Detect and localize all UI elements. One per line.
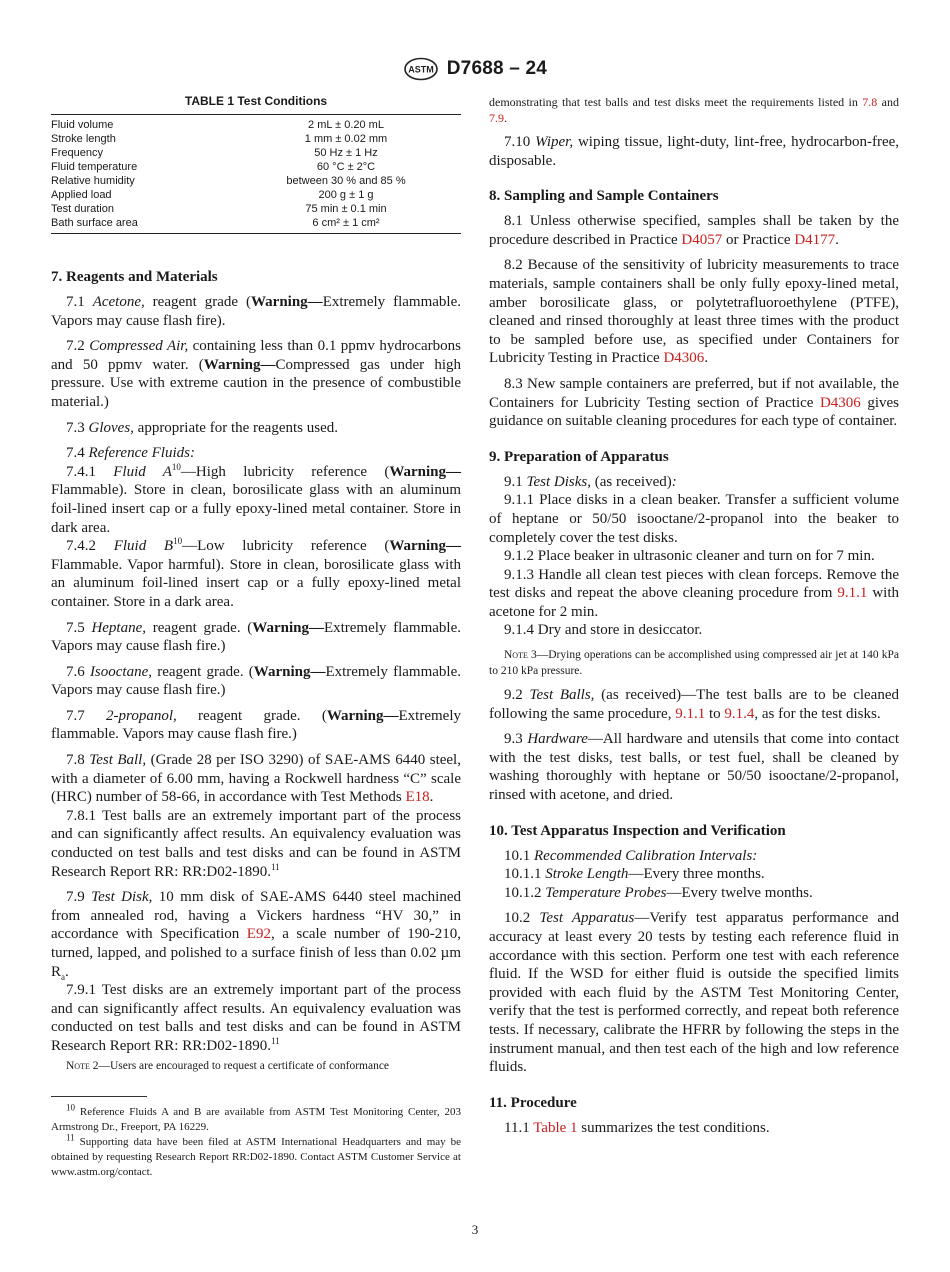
ref-link-d4057[interactable]: D4057 [681,231,723,248]
para-9-3: 9.3 Hardware—All hardware and utensils that come into contact with the test disks, test balls, or test fuel, shall be cleaned by washing thoroughly with heptane or 50/50 isooctane/2-propanol, rinsed with acetone, and dried. [489,731,899,804]
test-conditions-table [51,114,461,234]
para-7-9-1: 7.9.1 Test disks are an extremely important part of the process and can significantly affect results. An equivalency evaluation was conducted on test balls and test disks and can be found in ASTM Research Report RR: RR:D02-1890.11 [51,982,461,1054]
table-row: Test duration 75 min ± 0.1 min [51,203,387,215]
table-row: Relative humidity between 30 % and 85 % [51,175,406,187]
para-7-8: 7.8 Test Ball, (Grade 28 per ISO 3290) of SAE-AMS 6440 steel, with a diameter of 6.00 mm, having a Rockwell hardness “C” scale (HRC) number of 58-66, in accordance with Test Methods E18. [51,752,461,806]
table-1-title: TABLE 1 Test Conditions [184,94,328,108]
para-7-9: 7.9 Test Disk, 10 mm disk of SAE-AMS 6440 steel machined from annealed rod, having a Vickers hardness “HV 30,” in accordance with Specification E92, a scale number of 190-210, turned, lapped, and polished to a surface finish of less than 0.02 µm $R_a$. [51,889,461,982]
astm-logo-icon [403,57,439,81]
ref-link-d4177[interactable]: D4177 [794,231,836,248]
section-10-heading: 10. Test Apparatus Inspection and Verification [489,822,786,839]
para-7-10: 7.10 Wiper, wiping tissue, light-duty, lint-free, hydrocarbon-free, disposable. [489,134,900,169]
left-column [51,94,461,1180]
ref-link-7-8[interactable]: 7.8 [862,95,878,109]
para-7-4: 7.4 Reference Fluids: [66,445,195,462]
para-9-1-1: 9.1.1 Place disks in a clean beaker. Transfer a sufficient volume of heptane or 50/50 isooctane/2-propanol into the beaker to completely cover the test disks. [489,492,899,546]
para-10-1-2: 10.1.2 Temperature Probes—Every twelve months. [504,884,813,901]
ref-link-e18[interactable]: E18 [405,789,430,806]
para-7-4-1: 7.4.1 Fluid $A^{10}—High$ lubricity reference (Warning—Flammable). Store in clean, borosilicate glass with an aluminum foil-lined insert cap or a fully epoxy-lined metal container. Store in dark area. [51,461,461,536]
ref-link-e92[interactable]: E92 [246,926,271,943]
table-row: Bath surface area 6 cm² ± 1 cm² [51,216,461,234]
document-designation: D7688 – 24 [446,58,547,79]
section-8-heading: 8. Sampling and Sample Containers [489,188,719,205]
para-7-8-1: 7.8.1 Test balls are an extremely important part of the process and can significantly affect results. An equivalency evaluation was conducted on test balls and test disks and can be found in ASTM Research Report RR: RR:D02-1890.11 [51,807,461,880]
section-9-heading: 9. Preparation of Apparatus [489,448,669,465]
para-10-2: 10.2 Test Apparatus—Verify test apparatus performance and accuracy at least every 20 tests by testing each reference fluid in accordance with this section. Perform one test with each reference fluid. If the WSD for either fluid is outside the specified limits provided with each fluid by the ASTM Test Monitoring Center, verify that the test is performed correctly, and repeat both reference tests. If necessary, calibrate the HFRR by following the steps in the instrument manual, and then test each of the high and low reference fluids. [489,910,899,1076]
ref-link-9-1-1[interactable]: 9.1.1 [837,585,868,602]
para-8-2: 8.2 Because of the sensitivity of lubricity measurements to trace materials, sample containers shall be only fully epoxy-lined metal, amber borosilicate glass, or polytetrafluoroethylene (PTFE), cleaned and rinsed thoroughly at least three times with the product to be sampled before use, as specified under Containers for Lubricity Testing in Practice D4306. [489,257,899,367]
right-column [489,94,899,1137]
para-9-1-2: 9.1.2 Place beaker in ultrasonic cleaner and turn on for 7 min. [504,548,875,565]
para-9-2: 9.2 Test Balls, (as received)—The test balls are to be cleaned following the same procedure, 9.1.1 to 9.1.4, as for the test disks. [489,687,899,722]
para-10-1: 10.1 Recommended Calibration Intervals: [504,847,758,864]
footnote-divider [51,1096,147,1097]
footnote-11: $^{11}$ Supporting data have been filed at ASTM International Headquarters and may be obtained by requesting Research Report RR:D02-1890. Contact ASTM Customer Service at www.astm.org/contact. [51,1131,461,1178]
ref-link-table-1[interactable]: Table 1 [533,1119,578,1136]
ref-link-7-9[interactable]: 7.9 [489,111,504,125]
para-9-1-4: 9.1.4 Dry and store in desiccator. [504,622,703,639]
section-7-heading: 7. Reagents and Materials [51,269,218,285]
table-row: Fluid temperature 60 °C ± 2°C [51,161,376,173]
ref-link-d4306-2[interactable]: D4306 [819,394,861,411]
para-7-1: 7.1 Acetone, reagent grade (Warning—Extremely flammable. Vapors may cause flash fire). [51,294,461,329]
ref-link-9-1-4[interactable]: 9.1.4 [724,705,755,722]
table-row: Stroke length 1 mm ± 0.02 mm [51,133,388,145]
para-8-3: 8.3 New sample containers are preferred, but if not available, the Containers for Lubricity Testing section of Practice D4306 gives guidance on suitable cleaning procedures for each type of container. [489,375,899,430]
para-7-5: 7.5 Heptane, reagent grade. (Warning—Extremely flammable. Vapors may cause flash fire.) [51,619,461,655]
page-header [0,57,950,81]
table-row: Frequency 50 Hz ± 1 Hz [51,147,378,159]
note-3: Note 3—Drying operations can be accomplished using compressed air jet at 140 kPa to 210 kPa pressure. [489,649,899,678]
ref-link-d4306[interactable]: D4306 [663,350,705,367]
para-7-3: 7.3 Gloves, appropriate for the reagents used. [66,419,338,436]
ref-link-9-1-1-b[interactable]: 9.1.1 [675,705,706,722]
page-number: 3 [471,1222,479,1237]
table-row: Applied load 200 g ± 1 g [51,189,374,201]
note-2: Note 2—Users are encouraged to request a certificate of conformance [66,1059,390,1072]
para-9-1-3: 9.1.3 Handle all clean test pieces with clean forceps. Remove the test disks and repeat the above cleaning procedure from 9.1.1 with acetone for 2 min. [489,566,899,620]
svg-text:ASTM: ASTM [408,64,434,75]
table-row: Fluid volume 2 mL ± 0.20 mL [51,115,461,133]
para-7-2: 7.2 Compressed Air, containing less than 0.1 ppmv hydrocarbons and 50 ppmv water. (Warning—Compressed gas under high pressure. Use with extreme caution in the presence of combustible material.) [51,338,462,410]
section-11-heading: 11. Procedure [489,1094,577,1111]
para-11-1: 11.1 Table 1 summarizes the test conditions. [504,1119,770,1136]
para-8-1: 8.1 Unless otherwise specified, samples shall be taken by the procedure described in Practice D4057 or Practice D4177. [489,213,899,248]
footnote-10: $^{10}$ Reference Fluids A and B are available from ASTM Test Monitoring Center, 203 Armstrong Dr., Freeport, PA 16229. [51,1101,461,1133]
para-10-1-1: 10.1.1 Stroke Length—Every three months. [504,866,765,883]
para-7-7: 7.7 2-propanol, reagent grade. (Warning—Extremely flammable. Vapors may cause flash fire.) [51,707,461,743]
para-7-4-2: 7.4.2 Fluid $B^{10}—Low$ lubricity reference (Warning—Flammable. Vapor harmful). Store in clean, borosilicate glass with an aluminum foil-lined insert cap or a fully epoxy-lined metal container. Store in a dark area. [51,536,461,610]
para-9-1: 9.1 Test Disks, (as received): [504,473,677,490]
note-2-continued: demonstrating that test balls and test disks meet the requirements listed in 7.8 and 7.9. [489,95,899,125]
para-7-6: 7.6 Isooctane, reagent grade. (Warning—Extremely flammable. Vapors may cause flash fire.) [51,663,461,699]
